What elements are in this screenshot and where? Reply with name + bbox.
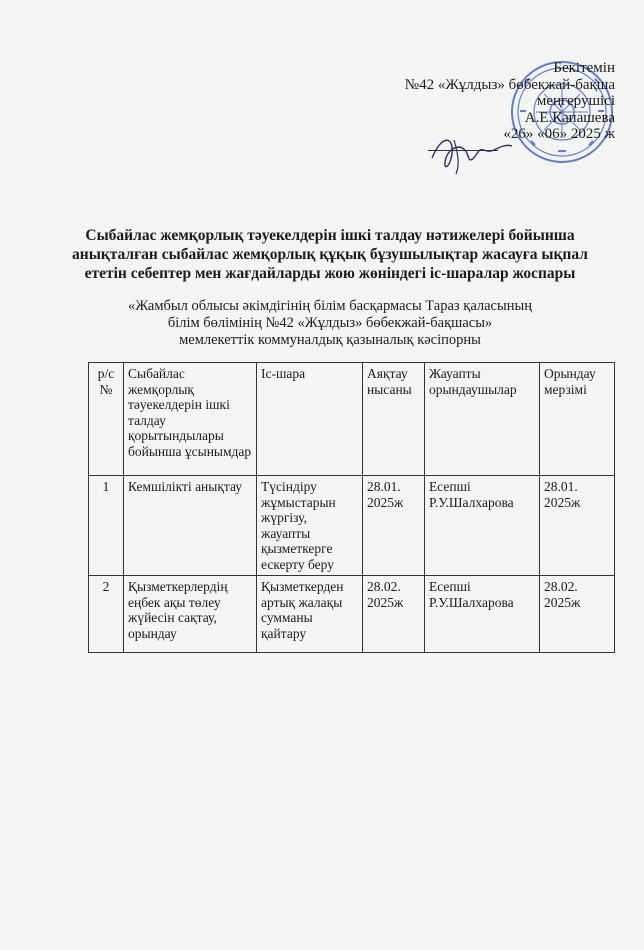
title-line: анықталған сыбайлас жемқорлық құқық бұзушылықтар жасауға ықпал (72, 246, 588, 263)
cell-deadline: 28.02. 2025ж (540, 576, 615, 653)
header-number: р/с № (89, 363, 124, 476)
header-activity: Іс-шара (257, 363, 363, 476)
document-subtitle (60, 298, 600, 349)
approval-heading: Бекітемін (553, 60, 615, 76)
table-row (89, 576, 615, 653)
header-responsible: Жауапты орындаушылар (425, 363, 540, 476)
cell-recommendation: Қызметкерлердің еңбек ақы төлеу жүйесін сақтау, орындау (124, 576, 257, 653)
approval-name: А.Е.Капашева (524, 109, 615, 126)
approval-position: меңгерушісі (536, 93, 615, 109)
cell-activity: Қызметкерден артық жалақы сумманы қайтару (257, 576, 363, 653)
subtitle-line: мемлекеттік коммуналдық қазыналық кәсіпорны (179, 332, 481, 348)
cell-responsible: Есепші Р.У.Шалхарова (425, 476, 540, 576)
title-line: Сыбайлас жемқорлық тәуекелдерін ішкі талдау нәтижелері бойынша (85, 227, 575, 244)
cell-completion-form: 28.02. 2025ж (363, 576, 425, 653)
approval-organization: №42 «Жұлдыз» бөбекжай-бақша (404, 76, 615, 93)
cell-activity: Түсіндіру жұмыстарын жүргізу, жауапты қызметкерге ескерту беру (257, 476, 363, 576)
cell-responsible: Есепші Р.У.Шалхарова (425, 576, 540, 653)
handwritten-signature-icon (424, 128, 514, 178)
cell-deadline: 28.01. 2025ж (540, 476, 615, 576)
cell-completion-form: 28.01. 2025ж (363, 476, 425, 576)
table-header-row (89, 363, 615, 476)
subtitle-line: білім бөлімінің №42 «Жұлдыз» бөбекжай-бақшасы» (167, 315, 493, 331)
table-row (89, 476, 615, 576)
approval-date: «26» «06» 2025 ж (503, 126, 615, 142)
document-title (60, 226, 600, 283)
action-plan-table (88, 362, 615, 653)
cell-recommendation: Кемшілікті анықтау (124, 476, 257, 576)
title-line: ететін себептер мен жағдайларды жою жөніндегі іс-шаралар жоспары (84, 265, 576, 282)
header-completion-form: Аяқтау нысаны (363, 363, 425, 476)
header-recommendations: Сыбайлас жемқорлық тәуекелдерін ішкі талдау қорытындылары бойынша ұсынымдар (124, 363, 257, 476)
cell-number: 1 (89, 476, 124, 576)
cell-number: 2 (89, 576, 124, 653)
header-deadline: Орындау мерзімі (540, 363, 615, 476)
subtitle-line: «Жамбыл облысы әкімдігінің білім басқармасы Тараз қаласының (128, 298, 532, 314)
